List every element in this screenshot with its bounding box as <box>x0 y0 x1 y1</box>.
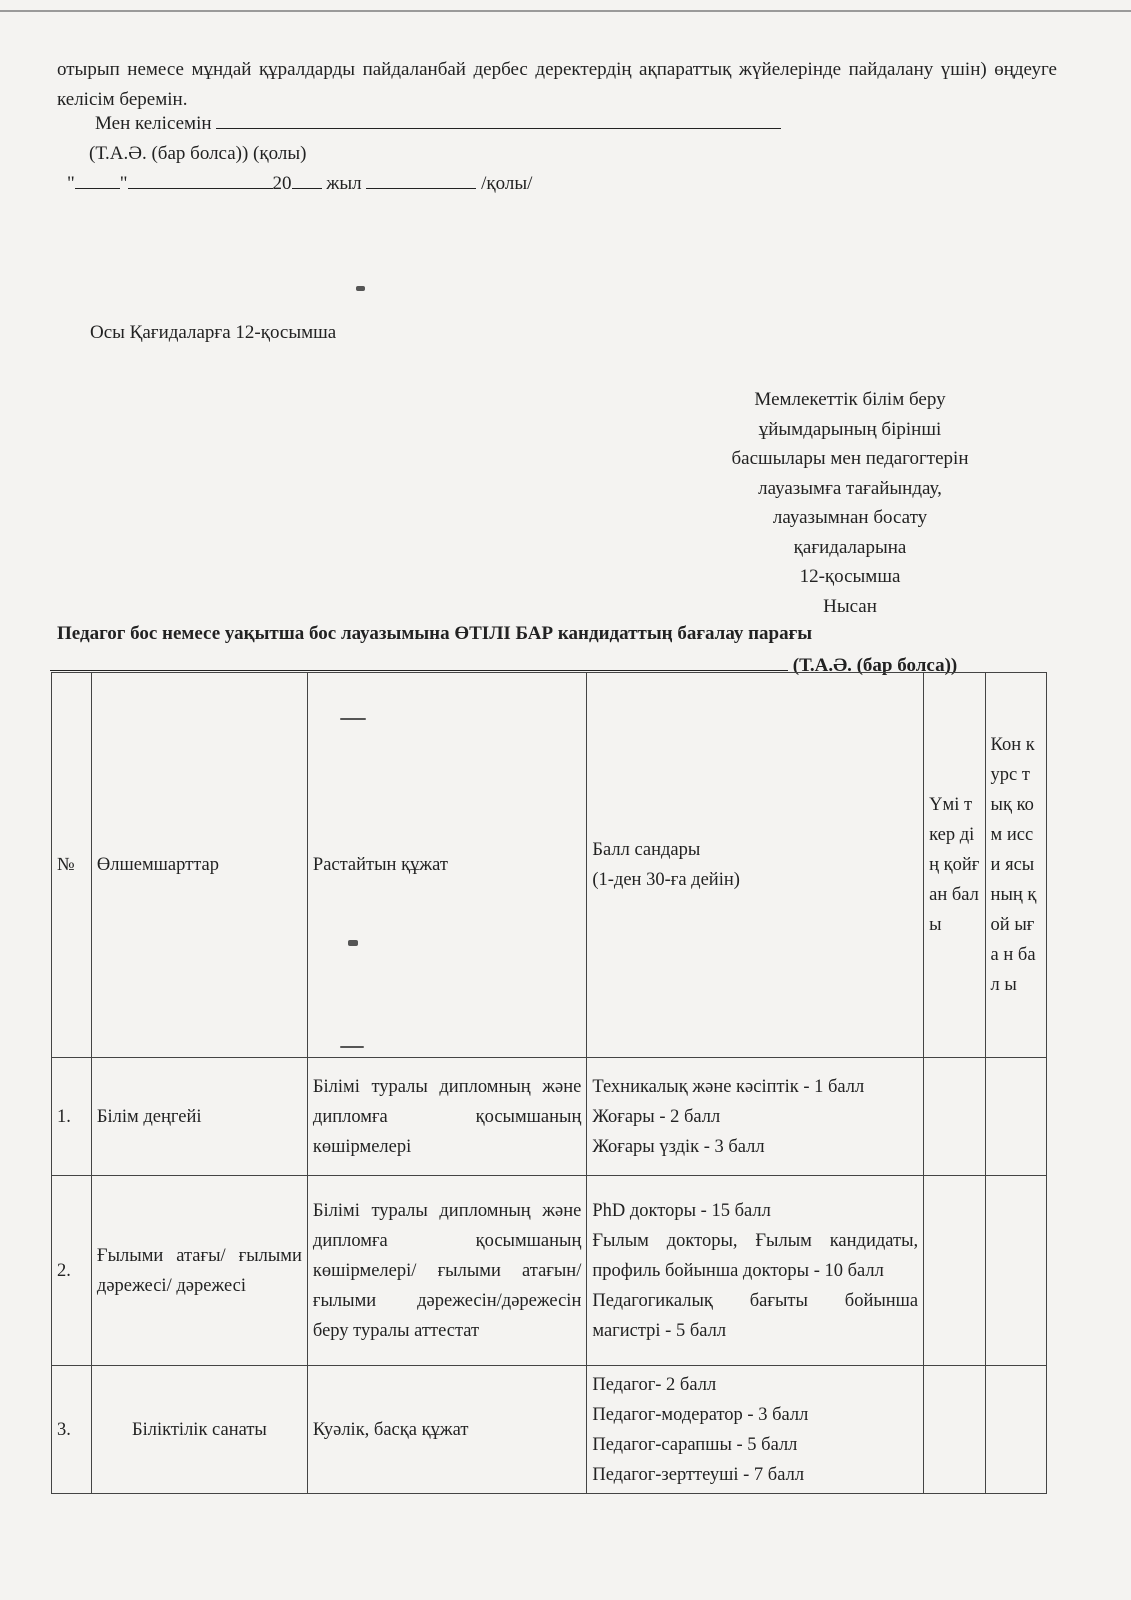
scan-speck <box>340 718 366 720</box>
employee-score-cell[interactable] <box>924 1058 985 1176</box>
row-document: Білімі туралы дипломның және дипломға қосымшаның көшірмелері/ ғылыми атағын/ ғылыми дәрежесін/дәрежесін беру туралы аттестат <box>307 1176 586 1366</box>
signature-field[interactable] <box>366 172 476 189</box>
appendix-header-line: қағидаларына <box>793 536 907 558</box>
row-document: Білімі туралы дипломның және дипломға қосымшаның көшірмелері <box>307 1058 586 1176</box>
form-title: Педагог бос немесе уақытша бос лауазымына ӨТІЛІ БАР кандидаттың бағалау парағы <box>57 623 813 644</box>
appendix-header-line: лауазымға тағайындау, <box>758 477 942 499</box>
table-header-row <box>52 673 1047 1058</box>
scan-speck <box>340 1046 364 1048</box>
table-row <box>52 1058 1047 1176</box>
scan-speck <box>348 940 358 946</box>
consent-label: Мен келісемін <box>95 113 212 134</box>
consent-line <box>95 112 781 135</box>
row-criteria: Білім деңгейі <box>91 1058 307 1176</box>
appendix-note: Осы Қағидаларға 12-қосымша <box>90 322 337 343</box>
row-num: 3. <box>52 1366 92 1494</box>
appendix-header-line: 12-қосымша <box>799 566 901 587</box>
day-field[interactable] <box>75 172 120 189</box>
commission-score-cell[interactable] <box>985 1176 1046 1366</box>
consent-signature-field[interactable] <box>216 112 781 129</box>
header-num: № <box>52 673 92 1058</box>
commission-score-cell[interactable] <box>985 1366 1046 1494</box>
scan-speck <box>356 286 365 291</box>
header-commission-score: Кон курс тық ком исси ясы ның қой ыға н бал ы <box>985 673 1046 1058</box>
employee-score-cell[interactable] <box>924 1366 985 1494</box>
evaluation-table <box>51 672 1047 1494</box>
year-field[interactable] <box>292 172 322 189</box>
appendix-header-line: Нысан <box>823 595 877 617</box>
fio-label: (Т.А.Ә. (бар болса)) <box>792 655 958 676</box>
employee-score-cell[interactable] <box>924 1176 985 1366</box>
appendix-header-line: лауазымнан босату <box>772 507 928 528</box>
scan-top-edge <box>0 10 1131 12</box>
month-field[interactable] <box>128 172 273 189</box>
date-line: " " 20 жыл /қолы/ <box>67 173 533 194</box>
row-points: Педагог- 2 балл Педагог-модератор - 3 балл Педагог-сарапшы - 5 балл Педагог-зерттеуші - 7 балл <box>587 1366 924 1494</box>
year-word: жыл <box>326 173 362 194</box>
appendix-header-line: ұйымдарының бірінші <box>758 418 942 440</box>
appendix-header-line: Мемлекеттік білім беру <box>754 389 946 410</box>
row-criteria: Ғылыми атағы/ ғылыми дәрежесі/ дәрежесі <box>91 1176 307 1366</box>
header-employee-score: Үмі ткер дің қойғ ан бал ы <box>924 673 985 1058</box>
intro-paragraph: отырып немесе мұндай құралдарды пайдаланбай дербес деректердің ақпараттық жүйелерінде пайдалану үшін) өңдеуге келісім беремін. <box>57 59 1057 110</box>
header-points: Балл сандары (1-ден 30-ға дейін) <box>587 673 924 1058</box>
commission-score-cell[interactable] <box>985 1058 1046 1176</box>
row-num: 2. <box>52 1176 92 1366</box>
fio-field[interactable] <box>50 652 788 671</box>
row-document: Куәлік, басқа құжат <box>307 1366 586 1494</box>
header-criteria: Өлшемшарттар <box>91 673 307 1058</box>
header-document: Растайтын құжат <box>307 673 586 1058</box>
row-points: Техникалық және кәсіптік - 1 балл Жоғары - 2 балл Жоғары үздік - 3 балл <box>587 1058 924 1176</box>
appendix-header-line: басшылары мен педагогтерін <box>731 448 969 469</box>
row-criteria: Біліктілік санаты <box>91 1366 307 1494</box>
table-row <box>52 1176 1047 1366</box>
signature-note: (Т.А.Ә. (бар болса)) (қолы) <box>89 143 307 164</box>
table-row <box>52 1366 1047 1494</box>
sign-label: /қолы/ <box>481 173 533 194</box>
row-num: 1. <box>52 1058 92 1176</box>
year-prefix: 20 <box>272 173 292 194</box>
appendix-header-block <box>690 385 1010 621</box>
row-points: PhD докторы - 15 балл Ғылым докторы, Ғылым кандидаты, профиль бойынша докторы - 10 балл Педагогикалық бағыты бойынша магистрі - 5 балл <box>587 1176 924 1366</box>
